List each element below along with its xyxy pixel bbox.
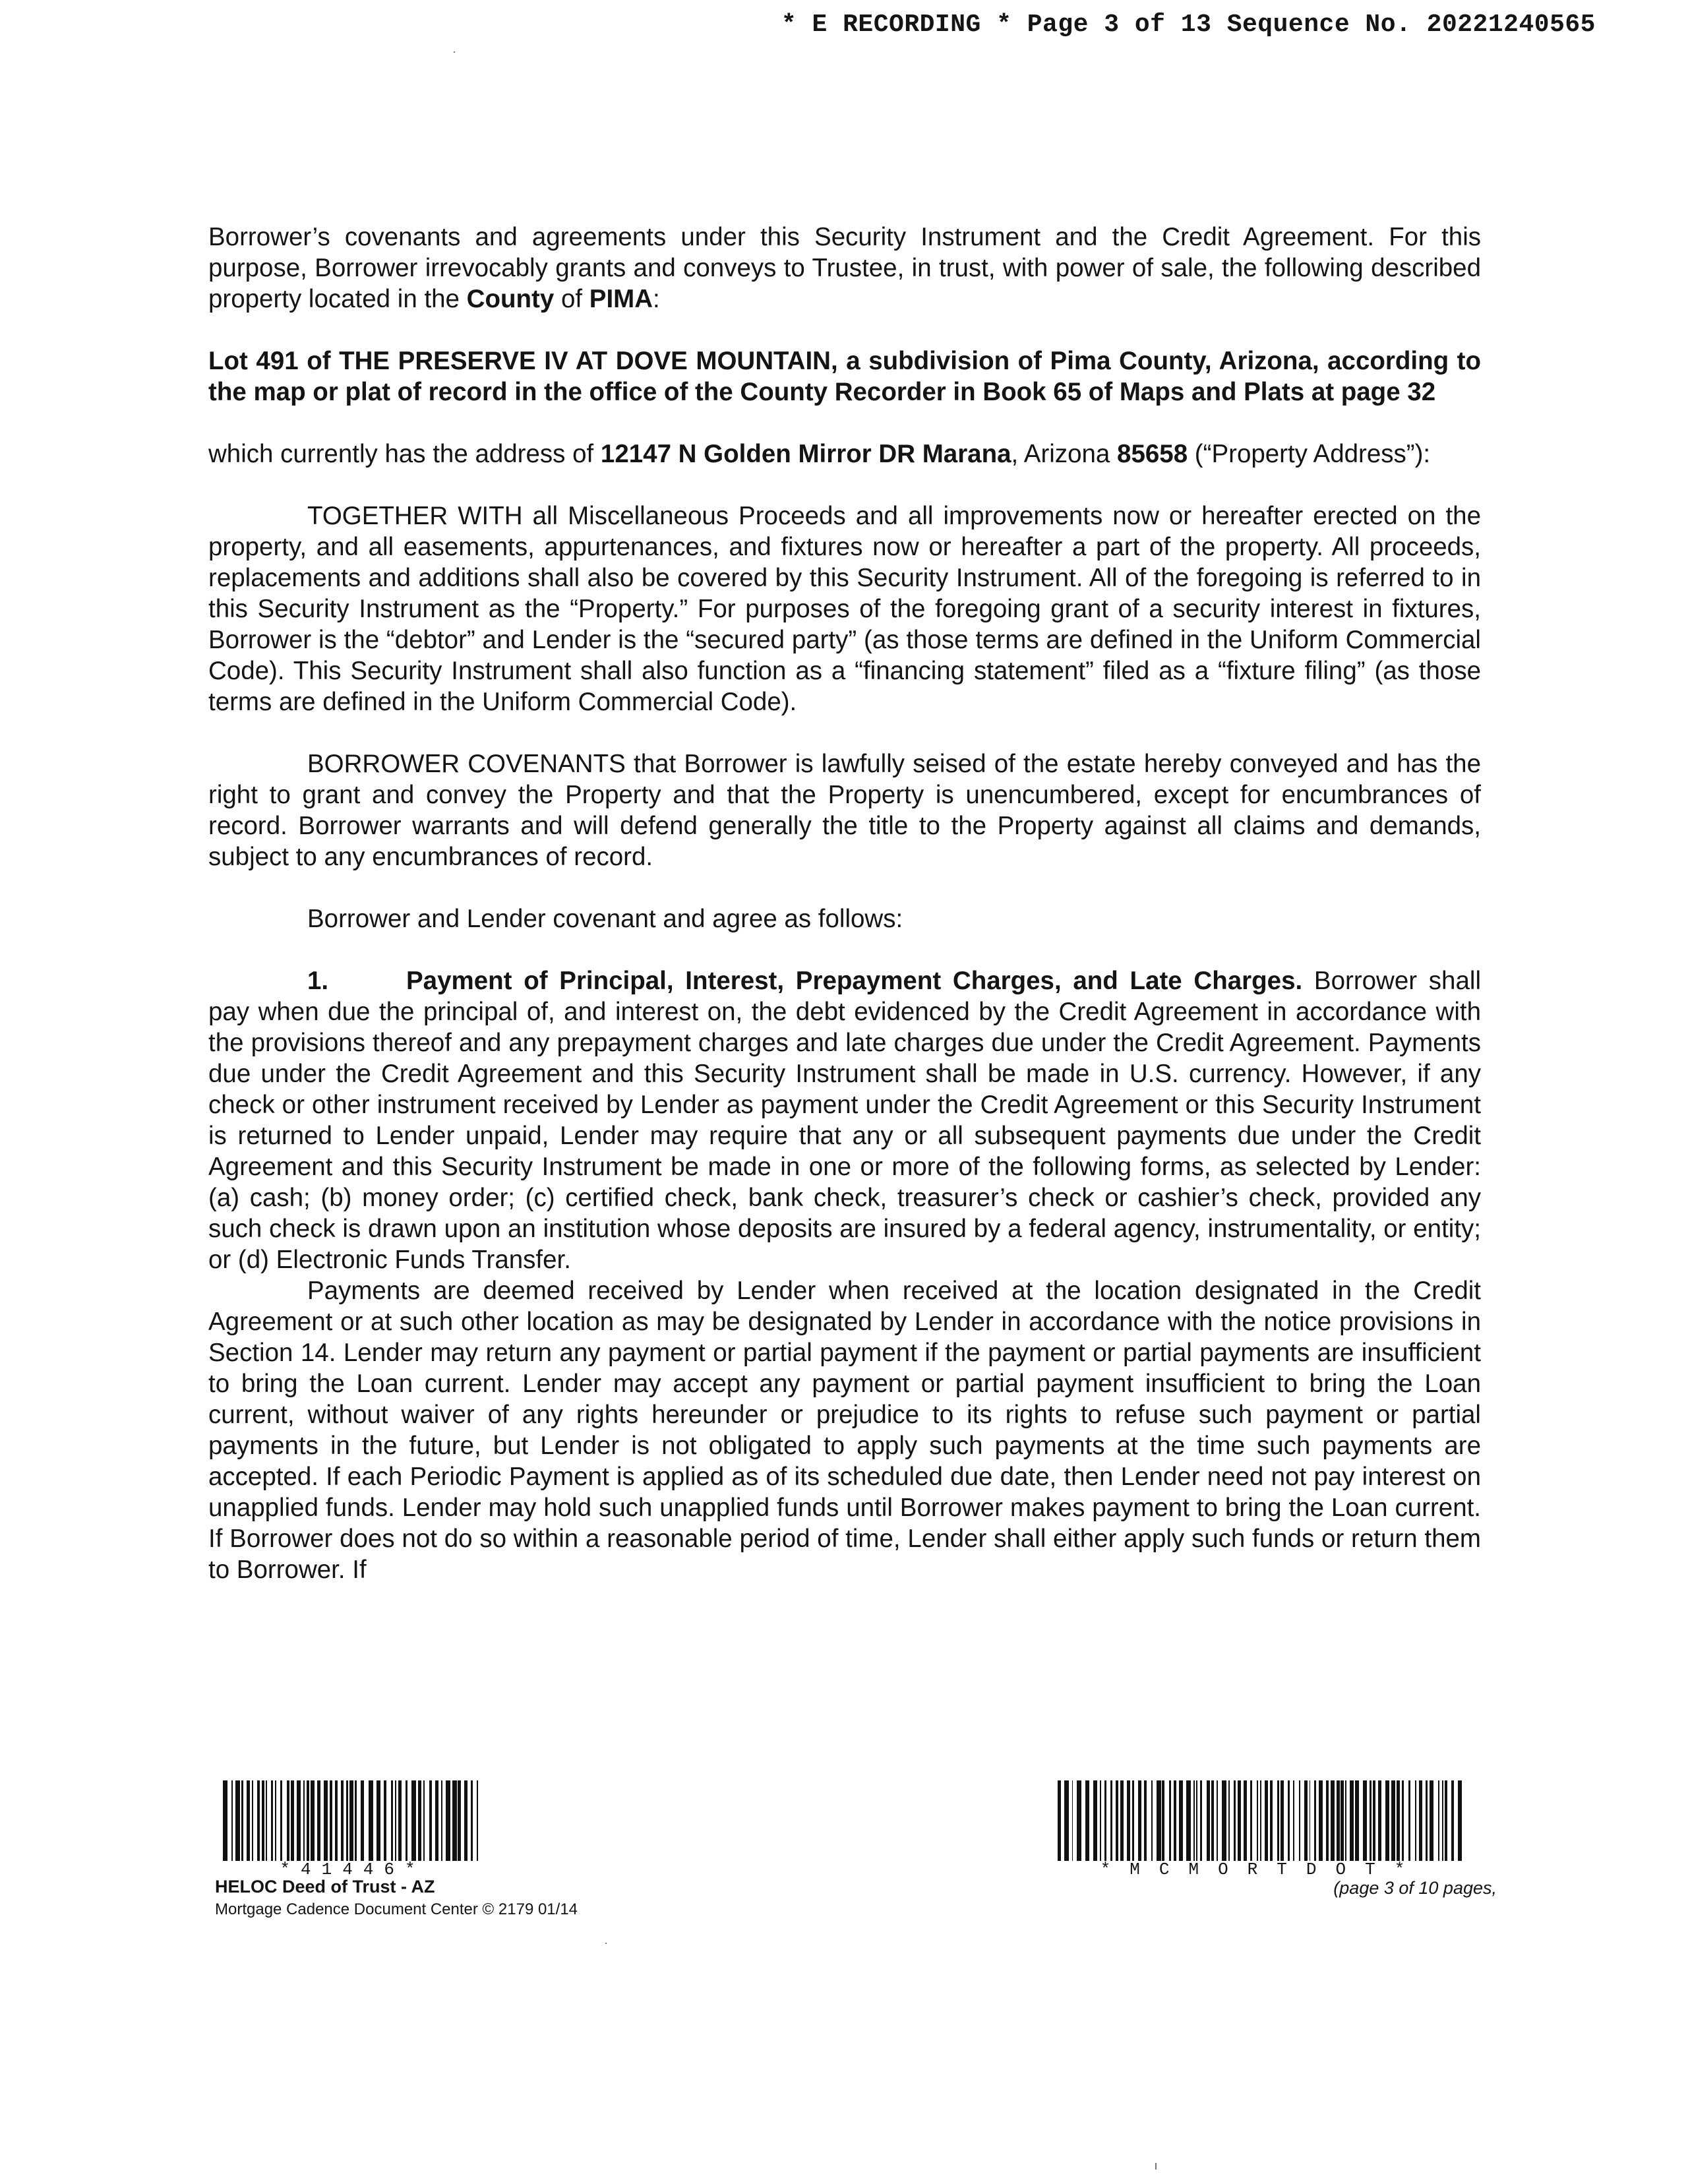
barcode-bar bbox=[406, 1780, 407, 1861]
scan-speck bbox=[454, 51, 455, 53]
barcode-bar bbox=[446, 1780, 450, 1861]
barcode-bar bbox=[471, 1780, 473, 1861]
borrower-covenants-paragraph: BORROWER COVENANTS that Borrower is lawfully seised of the estate hereby conveyed and has the right to grant and convey the Property and that the Property is unencumbered, except for encumbrances of record. Borrower warrants and will defend generally the title to the Property against all claims and demands, subject to any encumbrances of record. bbox=[208, 750, 1481, 871]
barcode-bar bbox=[1265, 1780, 1268, 1861]
barcode-bar bbox=[1310, 1780, 1311, 1861]
barcode-bar bbox=[311, 1780, 315, 1861]
barcode-bar bbox=[1270, 1780, 1273, 1861]
barcode-bar bbox=[1341, 1780, 1344, 1861]
barcode-bar bbox=[441, 1780, 442, 1861]
barcode-bar bbox=[1337, 1780, 1340, 1861]
barcode-bar bbox=[330, 1780, 332, 1861]
barcode-bar bbox=[297, 1780, 301, 1861]
barcode-bar bbox=[458, 1780, 461, 1861]
barcode-bar bbox=[452, 1780, 457, 1861]
barcode-bar bbox=[271, 1780, 273, 1861]
barcode-bar bbox=[235, 1780, 240, 1861]
barcode-bar bbox=[1288, 1780, 1290, 1861]
barcode-bar bbox=[1186, 1780, 1191, 1861]
barcode-bar bbox=[1200, 1780, 1203, 1861]
barcode-bar bbox=[1064, 1780, 1069, 1861]
barcode-bar bbox=[1058, 1780, 1061, 1861]
barcode-bar bbox=[1319, 1780, 1323, 1861]
barcode-bar bbox=[335, 1780, 338, 1861]
barcode-bar bbox=[307, 1780, 309, 1861]
barcode-bar bbox=[1250, 1780, 1253, 1861]
barcode-left bbox=[223, 1780, 483, 1861]
barcode-bar bbox=[1222, 1780, 1226, 1861]
section-1-heading: Payment of Principal, Interest, Prepayment Charges, and Late Charges. bbox=[406, 967, 1303, 995]
barcode-bar bbox=[287, 1780, 289, 1861]
barcode-bar bbox=[377, 1780, 380, 1861]
barcode-bar bbox=[1179, 1780, 1184, 1861]
barcode-bar bbox=[257, 1780, 260, 1861]
page-count: (page 3 of 10 pages, bbox=[1333, 1878, 1497, 1898]
barcode-bar bbox=[1093, 1780, 1097, 1861]
county-label: County bbox=[466, 285, 555, 313]
form-center-line: Mortgage Cadence Document Center © 2179 01/14 bbox=[215, 1900, 578, 1918]
barcode-bar bbox=[1442, 1780, 1443, 1861]
property-street: 12147 N Golden Mirror DR Marana bbox=[600, 440, 1011, 468]
barcode-bar bbox=[1299, 1780, 1301, 1861]
barcode-bar bbox=[266, 1780, 267, 1861]
barcode-bar bbox=[398, 1780, 402, 1861]
barcode-bar bbox=[324, 1780, 328, 1861]
barcode-bar bbox=[1207, 1780, 1210, 1861]
barcode-bar bbox=[1157, 1780, 1161, 1861]
barcode-bar bbox=[429, 1780, 432, 1861]
barcode-bar bbox=[1174, 1780, 1176, 1861]
barcode-bar bbox=[1385, 1780, 1390, 1861]
barcode-bar bbox=[1234, 1780, 1236, 1861]
barcode-bar bbox=[1217, 1780, 1218, 1861]
barcode-bar bbox=[1077, 1780, 1081, 1861]
county-name: PIMA bbox=[589, 285, 653, 313]
barcode-bar bbox=[355, 1780, 357, 1861]
barcode-bar bbox=[317, 1780, 320, 1861]
barcode-bar bbox=[241, 1780, 244, 1861]
barcode-right bbox=[1058, 1780, 1466, 1861]
barcode-bar bbox=[1314, 1780, 1316, 1861]
barcode-bar bbox=[1120, 1780, 1124, 1861]
scan-speck bbox=[1155, 2163, 1157, 2169]
barcode-bar bbox=[262, 1780, 264, 1861]
barcode-bar bbox=[303, 1780, 305, 1861]
recording-header: * E RECORDING * Page 3 of 13 Sequence No. 20221240565 bbox=[781, 11, 1596, 39]
barcode-bar bbox=[1370, 1780, 1372, 1861]
barcode-bar bbox=[1085, 1780, 1089, 1861]
barcode-bar bbox=[247, 1780, 250, 1861]
barcode-bar bbox=[369, 1780, 373, 1861]
covenant-agree-paragraph: Borrower and Lender covenant and agree as follows: bbox=[307, 905, 903, 933]
barcode-bar bbox=[418, 1780, 421, 1861]
together-with-paragraph: TOGETHER WITH all Miscellaneous Proceeds and all improvements now or hereafter erected on the property, and all easements, appurtenances, and fixtures now or hereafter a part of the property. All proceeds, replacements and additions shall also be covered by this Security Instrument. All of the foregoing is referred to in this Security Instrument as the “Property.” For purposes of the foregoing grant of a security interest in fixtures, Borrower is the “debtor” and Lender is the “secured party” (as those terms are defined in the Uniform Commercial Code). This Security Instrument shall also function as a “financing statement” filed as a “fixture filing” (as those terms are defined in the Uniform Commercial Code). bbox=[208, 502, 1481, 716]
barcode-bar bbox=[1257, 1780, 1258, 1861]
barcode-bar bbox=[280, 1780, 282, 1861]
barcode-bar bbox=[1169, 1780, 1171, 1861]
barcode-bar bbox=[411, 1780, 416, 1861]
barcode-bar bbox=[275, 1780, 276, 1861]
barcode-bar bbox=[1419, 1780, 1422, 1861]
barcode-bar bbox=[477, 1780, 478, 1861]
barcode-bar bbox=[341, 1780, 344, 1861]
barcode-bar bbox=[391, 1780, 393, 1861]
barcode-bar bbox=[1228, 1780, 1230, 1861]
barcode-bar bbox=[1100, 1780, 1101, 1861]
barcode-bar bbox=[1138, 1780, 1141, 1861]
property-address-paragraph: which currently has the address of 12147 N Golden Mirror DR Marana, Arizona 85658 (“Property Address”): bbox=[208, 440, 1431, 468]
barcode-bar bbox=[1445, 1780, 1447, 1861]
barcode-bar bbox=[361, 1780, 365, 1861]
barcode-bar bbox=[1293, 1780, 1294, 1861]
barcode-bar bbox=[1238, 1780, 1242, 1861]
section-1-continuation: Payments are deemed received by Lender when received at the location designated in the Credit Agreement or at such other location as may be designated by Lender in accordance with the notice provisions in Section 14. Lender may return any payment or partial payment if the payment or partial payments are insufficient to bring the Loan current. Lender may accept any payment or partial payment insufficient to bring the Loan current, without waiver of any rights hereunder or prejudice to its rights to refuse such payment or partial payments in the future, but Lender is not obligated to apply such payments at the time such payments are accepted. If each Periodic Payment is applied as of its scheduled due date, then Lender need not pay interest on unapplied funds. Lender may hold such unapplied funds until Borrower makes payment to bring the Loan current. If Borrower does not do so within a reasonable period of time, Lender shall either apply such funds or return them to Borrower. If bbox=[208, 1277, 1481, 1584]
barcode-bar bbox=[1304, 1780, 1308, 1861]
barcode-bar bbox=[1451, 1780, 1454, 1861]
barcode-bar bbox=[231, 1780, 233, 1861]
barcode-bar bbox=[1162, 1780, 1164, 1861]
barcode-bar bbox=[1211, 1780, 1214, 1861]
barcode-bar bbox=[252, 1780, 253, 1861]
barcode-right-caption: *MCMORTDOT* bbox=[1100, 1860, 1424, 1879]
barcode-bar bbox=[1132, 1780, 1135, 1861]
barcode-bar bbox=[1116, 1780, 1118, 1861]
barcode-bar bbox=[1345, 1780, 1346, 1861]
barcode-bar bbox=[1144, 1780, 1147, 1861]
barcode-bar bbox=[395, 1780, 396, 1861]
barcode-bar bbox=[1244, 1780, 1247, 1861]
barcode-bar bbox=[1326, 1780, 1329, 1861]
barcode-bar bbox=[1110, 1780, 1113, 1861]
barcode-bar bbox=[1350, 1780, 1354, 1861]
form-name: HELOC Deed of Trust - AZ bbox=[215, 1877, 435, 1896]
barcode-bar bbox=[1363, 1780, 1367, 1861]
barcode-bar bbox=[1277, 1780, 1279, 1861]
barcode-bar bbox=[1193, 1780, 1195, 1861]
barcode-bar bbox=[1430, 1780, 1433, 1861]
barcode-bar bbox=[1281, 1780, 1284, 1861]
barcode-bar bbox=[1127, 1780, 1130, 1861]
property-zip: 85658 bbox=[1117, 440, 1188, 468]
barcode-bar bbox=[384, 1780, 387, 1861]
legal-description: Lot 491 of THE PRESERVE IV AT DOVE MOUNTAIN, a subdivision of Pima County, Arizona, according to the map or plat of record in the office of the County Recorder in Book 65 of Maps and Plats at page 32 bbox=[208, 347, 1481, 406]
barcode-bar bbox=[1391, 1780, 1395, 1861]
barcode-bar bbox=[1402, 1780, 1404, 1861]
intro-paragraph: Borrower’s covenants and agreements under this Security Instrument and the Credit Agreement. For this purpose, Borrower irrevocably grants and conveys to Trustee, in trust, with power of sale, the following described property located in the County of PIMA: bbox=[208, 223, 1481, 313]
barcode-bar bbox=[1397, 1780, 1401, 1861]
barcode-bar bbox=[1458, 1780, 1462, 1861]
barcode-bar bbox=[1151, 1780, 1153, 1861]
barcode-bar bbox=[464, 1780, 467, 1861]
barcode-bar bbox=[1378, 1780, 1382, 1861]
barcode-bar bbox=[1415, 1780, 1416, 1861]
barcode-bar bbox=[346, 1780, 348, 1861]
barcode-bar bbox=[1104, 1780, 1106, 1861]
barcode-bar bbox=[1408, 1780, 1411, 1861]
barcode-bar bbox=[223, 1780, 227, 1861]
scan-speck bbox=[605, 1943, 607, 1944]
barcode-bar bbox=[1072, 1780, 1073, 1861]
section-1-paragraph: 1. Payment of Principal, Interest, Prepayment Charges, and Late Charges. Borrower shall pay when due the principal of, and interest on, the debt evidenced by the Credit Agreement in accordance with the provisions thereof and any prepayment charges and late charges due under the Credit Agreement. Payments due under the Credit Agreement and this Security Instrument shall be made in U.S. currency. However, if any check or other instrument received by Lender as payment under the Credit Agreement or this Security Instrument is returned to Lender unpaid, Lender may require that any or all subsequent payments due under the Credit Agreement and this Security Instrument be made in one or more of the following forms, as selected by Lender: (a) cash; (b) money order; (c) certified check, bank check, treasurer’s check or cashier’s check, provided any such check is drawn upon an institution whose deposits are insured by a federal agency, instrumentality, or entity; or (d) Electronic Funds Transfer. bbox=[208, 967, 1481, 1274]
section-1-number: 1. bbox=[307, 967, 329, 995]
barcode-bar bbox=[349, 1780, 353, 1861]
barcode-bar bbox=[1438, 1780, 1440, 1861]
document-body bbox=[208, 222, 1481, 1616]
barcode-bar bbox=[1260, 1780, 1262, 1861]
barcode-bar bbox=[1373, 1780, 1375, 1861]
barcode-bar bbox=[423, 1780, 425, 1861]
barcode-bar bbox=[1196, 1780, 1197, 1861]
barcode-bar bbox=[291, 1780, 294, 1861]
barcode-bar bbox=[435, 1780, 438, 1861]
barcode-bar bbox=[1426, 1780, 1428, 1861]
barcode-bar bbox=[1331, 1780, 1335, 1861]
barcode-left-caption: *41446* bbox=[280, 1860, 426, 1879]
barcode-bar bbox=[1355, 1780, 1359, 1861]
